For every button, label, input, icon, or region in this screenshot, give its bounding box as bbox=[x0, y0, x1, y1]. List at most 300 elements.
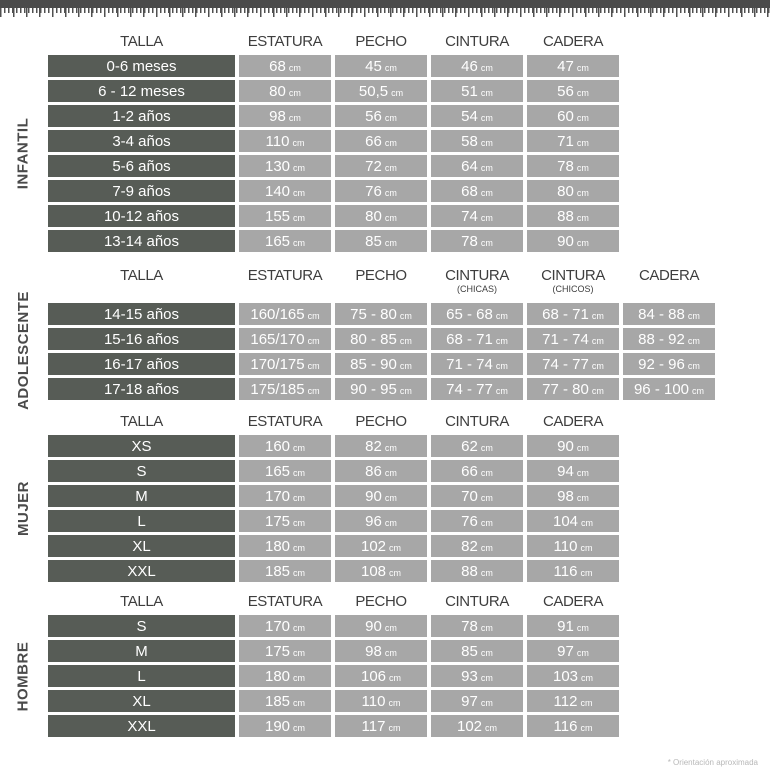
measurement-value: 93 bbox=[461, 667, 478, 685]
measurement-value: 106 bbox=[360, 667, 387, 685]
measurement-unit: cm bbox=[576, 623, 589, 633]
measurement-value: 78 bbox=[461, 617, 478, 635]
measurement-unit: cm bbox=[687, 336, 700, 346]
mujer-header-row bbox=[48, 410, 770, 432]
measurement-unit: cm bbox=[288, 88, 301, 98]
measurement-unit: cm bbox=[485, 723, 498, 733]
column-header-talla bbox=[48, 410, 235, 432]
measurement-cell bbox=[335, 353, 427, 375]
measurement-value: 165 bbox=[264, 232, 291, 250]
measurement-value: 90 - 95 bbox=[350, 380, 397, 398]
measurement-value: 80 - 85 bbox=[350, 330, 397, 348]
measurement-value: 98 bbox=[365, 642, 382, 660]
measurement-cell bbox=[527, 560, 619, 582]
size-cell: M bbox=[48, 640, 235, 662]
measurement-value: 88 bbox=[557, 207, 574, 225]
measurement-cell bbox=[527, 690, 619, 712]
measurement-cell bbox=[431, 230, 523, 252]
measurement-value: 110 bbox=[265, 132, 290, 150]
measurement-value: 91 bbox=[557, 617, 574, 635]
size-cell: 0-6 meses bbox=[48, 55, 235, 77]
measurement-value: 68 - 71 bbox=[542, 305, 589, 323]
measurement-unit: cm bbox=[384, 443, 397, 453]
measurement-unit: cm bbox=[288, 63, 301, 73]
measurement-value: 97 bbox=[461, 692, 478, 710]
measurement-value: 90 bbox=[557, 232, 574, 250]
measurement-unit: cm bbox=[293, 568, 306, 578]
measurement-cell bbox=[431, 510, 523, 532]
measurement-value: 110 bbox=[553, 537, 578, 555]
column-header-cadera bbox=[623, 264, 715, 300]
column-header-label: TALLA bbox=[120, 592, 163, 610]
measurement-value: 50,5 bbox=[358, 82, 389, 100]
measurement-value: 68 - 71 bbox=[446, 330, 493, 348]
measurement-unit: cm bbox=[391, 88, 404, 98]
section-label-mujer bbox=[0, 435, 46, 582]
measurement-cell bbox=[239, 640, 331, 662]
measurement-value: 88 bbox=[461, 562, 478, 580]
measurement-cell bbox=[431, 615, 523, 637]
measurement-unit: cm bbox=[576, 138, 589, 148]
footnote: * Orientación aproximada bbox=[667, 758, 758, 767]
measurement-unit: cm bbox=[293, 443, 306, 453]
measurement-cell bbox=[527, 460, 619, 482]
measurement-unit: cm bbox=[307, 386, 320, 396]
measurement-value: 96 bbox=[365, 512, 382, 530]
measurement-unit: cm bbox=[384, 468, 397, 478]
measurement-value: 84 - 88 bbox=[638, 305, 685, 323]
column-header-label: CADERA bbox=[542, 412, 604, 430]
size-cell: 5-6 años bbox=[48, 155, 235, 177]
measurement-value: 116 bbox=[553, 717, 578, 735]
column-header-label: CINTURA bbox=[445, 267, 509, 284]
column-header-label: CADERA bbox=[542, 592, 604, 610]
measurement-cell bbox=[239, 180, 331, 202]
measurement-unit: cm bbox=[480, 113, 493, 123]
measurement-value: 190 bbox=[264, 717, 291, 735]
measurement-unit: cm bbox=[293, 698, 306, 708]
measurement-value: 98 bbox=[269, 107, 286, 125]
measurement-value: 85 bbox=[461, 642, 478, 660]
measurement-value: 88 - 92 bbox=[638, 330, 685, 348]
size-cell: 7-9 años bbox=[48, 180, 235, 202]
measurement-unit: cm bbox=[591, 386, 604, 396]
column-header-pecho bbox=[335, 410, 427, 432]
measurement-value: 103 bbox=[552, 667, 579, 685]
measurement-value: 170/175 bbox=[250, 355, 305, 373]
column-header-label: CADERA bbox=[542, 32, 604, 50]
measurement-value: 58 bbox=[461, 132, 478, 150]
measurement-cell bbox=[431, 155, 523, 177]
measurement-unit: cm bbox=[293, 493, 306, 503]
measurement-value: 51 bbox=[461, 82, 478, 100]
measurement-cell bbox=[527, 105, 619, 127]
measurement-cell bbox=[527, 80, 619, 102]
measurement-value: 54 bbox=[461, 107, 478, 125]
measurement-value: 56 bbox=[365, 107, 382, 125]
column-header-pecho bbox=[335, 30, 427, 52]
measurement-cell bbox=[527, 180, 619, 202]
measurement-cell bbox=[239, 205, 331, 227]
column-header-cintura-chicos bbox=[527, 264, 619, 300]
section-label-text: MUJER bbox=[14, 480, 32, 537]
section-adolescente bbox=[0, 264, 770, 410]
measurement-cell bbox=[239, 353, 331, 375]
measurement-unit: cm bbox=[480, 493, 493, 503]
section-infantil bbox=[0, 30, 770, 252]
measurement-value: 45 bbox=[365, 57, 382, 75]
measurement-unit: cm bbox=[293, 648, 306, 658]
measurement-value: 78 bbox=[557, 157, 574, 175]
measurement-value: 85 bbox=[365, 232, 382, 250]
measurement-unit: cm bbox=[384, 493, 397, 503]
measurement-unit: cm bbox=[288, 113, 301, 123]
measurement-value: 64 bbox=[461, 157, 478, 175]
measurement-unit: cm bbox=[591, 311, 604, 321]
size-cell: 1-2 años bbox=[48, 105, 235, 127]
measurement-cell bbox=[335, 130, 427, 152]
measurement-value: 180 bbox=[264, 537, 291, 555]
measurement-unit: cm bbox=[307, 361, 320, 371]
measurement-value: 76 bbox=[365, 182, 382, 200]
section-label-text: INFANTIL bbox=[14, 117, 32, 190]
measurement-value: 175/185 bbox=[250, 380, 305, 398]
adolescente-header-row bbox=[48, 264, 770, 300]
measurement-cell bbox=[527, 665, 619, 687]
measurement-value: 104 bbox=[552, 512, 579, 530]
measurement-cell bbox=[431, 105, 523, 127]
column-header-label: CINTURA bbox=[445, 412, 509, 430]
column-header-cintura-chicas bbox=[431, 264, 523, 300]
column-header-sublabel: (CHICOS) bbox=[552, 284, 594, 294]
measurement-unit: cm bbox=[580, 568, 593, 578]
measurement-unit: cm bbox=[581, 673, 594, 683]
section-label-text: HOMBRE bbox=[14, 641, 32, 711]
measurement-unit: cm bbox=[576, 63, 589, 73]
measurement-unit: cm bbox=[384, 188, 397, 198]
measurement-value: 108 bbox=[360, 562, 387, 580]
measurement-cell bbox=[239, 715, 331, 737]
measurement-value: 68 bbox=[461, 182, 478, 200]
size-cell: S bbox=[48, 460, 235, 482]
measurement-value: 94 bbox=[557, 462, 574, 480]
column-header-label: ESTATURA bbox=[247, 592, 323, 610]
measurement-value: 80 bbox=[269, 82, 286, 100]
measurement-cell bbox=[623, 303, 715, 325]
size-cell: L bbox=[48, 510, 235, 532]
measurement-unit: cm bbox=[576, 648, 589, 658]
measurement-unit: cm bbox=[495, 311, 508, 321]
measurement-unit: cm bbox=[580, 698, 593, 708]
measurement-value: 185 bbox=[264, 562, 291, 580]
hombre-header-row bbox=[48, 590, 770, 612]
measurement-cell bbox=[335, 328, 427, 350]
measurement-unit: cm bbox=[384, 623, 397, 633]
measurement-cell bbox=[239, 560, 331, 582]
column-header-estatura bbox=[239, 590, 331, 612]
size-cell: XS bbox=[48, 435, 235, 457]
measurement-cell bbox=[431, 378, 523, 400]
measurement-unit: cm bbox=[576, 443, 589, 453]
size-cell: 14-15 años bbox=[48, 303, 235, 325]
column-header-label: TALLA bbox=[120, 267, 163, 284]
measurement-value: 116 bbox=[553, 562, 578, 580]
measurement-value: 97 bbox=[557, 642, 574, 660]
column-header-cintura bbox=[431, 590, 523, 612]
column-header-label: PECHO bbox=[355, 592, 407, 610]
measurement-cell bbox=[335, 690, 427, 712]
measurement-cell bbox=[431, 640, 523, 662]
measurement-value: 180 bbox=[264, 667, 291, 685]
measurement-cell bbox=[239, 535, 331, 557]
measurement-unit: cm bbox=[384, 648, 397, 658]
measurement-cell bbox=[623, 353, 715, 375]
measurement-unit: cm bbox=[480, 623, 493, 633]
measurement-cell bbox=[527, 535, 619, 557]
measurement-cell bbox=[527, 485, 619, 507]
measurement-unit: cm bbox=[480, 648, 493, 658]
measurement-unit: cm bbox=[292, 138, 305, 148]
measurement-cell bbox=[527, 55, 619, 77]
measurement-cell bbox=[527, 715, 619, 737]
measurement-cell bbox=[335, 715, 427, 737]
measurement-value: 82 bbox=[461, 537, 478, 555]
measurement-value: 70 bbox=[461, 487, 478, 505]
column-header-label: ESTATURA bbox=[247, 267, 323, 284]
measurement-cell bbox=[239, 665, 331, 687]
measurement-cell bbox=[239, 328, 331, 350]
hombre-rows bbox=[48, 615, 770, 737]
measurement-value: 160/165 bbox=[250, 305, 305, 323]
column-header-label: PECHO bbox=[355, 412, 407, 430]
measurement-unit: cm bbox=[576, 88, 589, 98]
size-cell: M bbox=[48, 485, 235, 507]
measurement-cell bbox=[239, 230, 331, 252]
measurement-unit: cm bbox=[399, 386, 412, 396]
measurement-value: 46 bbox=[461, 57, 478, 75]
measurement-value: 56 bbox=[557, 82, 574, 100]
measurement-unit: cm bbox=[480, 518, 493, 528]
measurement-cell bbox=[335, 378, 427, 400]
section-label-infantil bbox=[0, 55, 46, 252]
measurement-value: 74 - 77 bbox=[542, 355, 589, 373]
measurement-cell bbox=[431, 353, 523, 375]
section-label-hombre bbox=[0, 615, 46, 737]
measurement-value: 74 bbox=[461, 207, 478, 225]
measurement-unit: cm bbox=[480, 63, 493, 73]
measurement-unit: cm bbox=[293, 543, 306, 553]
section-label-text: ADOLESCENTE bbox=[14, 290, 32, 410]
measurement-cell bbox=[431, 485, 523, 507]
measurement-cell bbox=[335, 180, 427, 202]
size-cell: 17-18 años bbox=[48, 378, 235, 400]
measurement-value: 77 - 80 bbox=[542, 380, 589, 398]
column-header-pecho bbox=[335, 590, 427, 612]
measurement-unit: cm bbox=[591, 336, 604, 346]
measurement-unit: cm bbox=[293, 188, 306, 198]
measurement-cell bbox=[431, 665, 523, 687]
measurement-value: 65 - 68 bbox=[446, 305, 493, 323]
measurement-cell bbox=[239, 435, 331, 457]
size-cell: 6 - 12 meses bbox=[48, 80, 235, 102]
column-header-label: PECHO bbox=[355, 32, 407, 50]
measurement-unit: cm bbox=[576, 113, 589, 123]
measurement-cell bbox=[527, 303, 619, 325]
measurement-value: 68 bbox=[269, 57, 286, 75]
column-header-pecho bbox=[335, 264, 427, 300]
measurement-value: 85 - 90 bbox=[350, 355, 397, 373]
section-mujer bbox=[0, 410, 770, 582]
measurement-unit: cm bbox=[399, 336, 412, 346]
measurement-unit: cm bbox=[384, 213, 397, 223]
column-header-label: PECHO bbox=[355, 267, 407, 284]
measurement-cell bbox=[335, 55, 427, 77]
measurement-cell bbox=[623, 378, 715, 400]
measurement-unit: cm bbox=[307, 336, 320, 346]
measurement-value: 117 bbox=[361, 717, 386, 735]
measurement-cell bbox=[335, 615, 427, 637]
measurement-cell bbox=[239, 378, 331, 400]
measurement-cell bbox=[431, 205, 523, 227]
measurement-unit: cm bbox=[293, 673, 306, 683]
measurement-unit: cm bbox=[293, 518, 306, 528]
column-header-sublabel: (CHICAS) bbox=[457, 284, 497, 294]
measurement-value: 90 bbox=[365, 617, 382, 635]
measurement-cell bbox=[335, 560, 427, 582]
measurement-unit: cm bbox=[495, 386, 508, 396]
measurement-cell bbox=[239, 55, 331, 77]
measurement-cell bbox=[239, 485, 331, 507]
ruler-ticks-short bbox=[0, 8, 770, 13]
measurement-cell bbox=[239, 510, 331, 532]
measurement-value: 90 bbox=[365, 487, 382, 505]
measurement-unit: cm bbox=[580, 723, 593, 733]
measurement-unit: cm bbox=[480, 88, 493, 98]
measurement-cell bbox=[239, 303, 331, 325]
measurement-cell bbox=[335, 485, 427, 507]
size-cell: 16-17 años bbox=[48, 353, 235, 375]
measurement-cell bbox=[239, 80, 331, 102]
measurement-unit: cm bbox=[480, 673, 493, 683]
measurement-value: 96 - 100 bbox=[633, 380, 690, 398]
measurement-cell bbox=[335, 80, 427, 102]
measurement-cell bbox=[239, 690, 331, 712]
measurement-value: 71 bbox=[557, 132, 574, 150]
measurement-cell bbox=[335, 640, 427, 662]
size-cell: 3-4 años bbox=[48, 130, 235, 152]
measurement-cell bbox=[239, 105, 331, 127]
measurement-unit: cm bbox=[293, 213, 306, 223]
measurement-unit: cm bbox=[384, 138, 397, 148]
measurement-cell bbox=[527, 205, 619, 227]
column-header-estatura bbox=[239, 264, 331, 300]
column-header-cadera bbox=[527, 590, 619, 612]
ruler-bar bbox=[0, 0, 770, 8]
measurement-cell bbox=[431, 55, 523, 77]
measurement-unit: cm bbox=[495, 361, 508, 371]
measurement-value: 66 bbox=[365, 132, 382, 150]
measurement-cell bbox=[335, 535, 427, 557]
measurement-value: 72 bbox=[365, 157, 382, 175]
measurement-unit: cm bbox=[384, 518, 397, 528]
measurement-unit: cm bbox=[389, 673, 402, 683]
measurement-value: 170 bbox=[264, 487, 291, 505]
measurement-cell bbox=[335, 155, 427, 177]
measurement-unit: cm bbox=[580, 543, 593, 553]
measurement-unit: cm bbox=[293, 468, 306, 478]
size-cell: S bbox=[48, 615, 235, 637]
mujer-rows bbox=[48, 435, 770, 582]
measurement-cell bbox=[335, 665, 427, 687]
measurement-cell bbox=[239, 460, 331, 482]
size-cell: L bbox=[48, 665, 235, 687]
measurement-unit: cm bbox=[389, 543, 402, 553]
size-cell: XXL bbox=[48, 560, 235, 582]
measurement-value: 60 bbox=[557, 107, 574, 125]
size-cell: 15-16 años bbox=[48, 328, 235, 350]
measurement-value: 80 bbox=[557, 182, 574, 200]
measurement-value: 170 bbox=[264, 617, 291, 635]
measurement-cell bbox=[431, 535, 523, 557]
infantil-rows bbox=[48, 55, 770, 252]
measurement-unit: cm bbox=[576, 238, 589, 248]
measuring-tape-ruler bbox=[0, 0, 770, 20]
measurement-value: 110 bbox=[361, 692, 386, 710]
size-cell: XL bbox=[48, 535, 235, 557]
measurement-unit: cm bbox=[687, 361, 700, 371]
measurement-unit: cm bbox=[399, 361, 412, 371]
measurement-unit: cm bbox=[384, 63, 397, 73]
measurement-cell bbox=[527, 615, 619, 637]
measurement-value: 75 - 80 bbox=[350, 305, 397, 323]
size-cell: XL bbox=[48, 690, 235, 712]
measurement-unit: cm bbox=[293, 163, 306, 173]
measurement-cell bbox=[527, 353, 619, 375]
measurement-value: 130 bbox=[264, 157, 291, 175]
measurement-value: 76 bbox=[461, 512, 478, 530]
column-header-label: CADERA bbox=[638, 267, 700, 284]
measurement-value: 82 bbox=[365, 437, 382, 455]
measurement-cell bbox=[431, 80, 523, 102]
measurement-unit: cm bbox=[307, 311, 320, 321]
size-cell: XXL bbox=[48, 715, 235, 737]
measurement-value: 102 bbox=[456, 717, 483, 735]
column-header-talla bbox=[48, 30, 235, 52]
measurement-cell bbox=[527, 378, 619, 400]
measurement-unit: cm bbox=[480, 138, 493, 148]
measurement-unit: cm bbox=[399, 311, 412, 321]
column-header-talla bbox=[48, 264, 235, 300]
measurement-unit: cm bbox=[581, 518, 594, 528]
measurement-cell bbox=[239, 615, 331, 637]
measurement-unit: cm bbox=[480, 468, 493, 478]
measurement-value: 165/170 bbox=[250, 330, 305, 348]
measurement-value: 160 bbox=[264, 437, 291, 455]
measurement-cell bbox=[431, 460, 523, 482]
measurement-cell bbox=[335, 105, 427, 127]
measurement-unit: cm bbox=[388, 698, 401, 708]
measurement-cell bbox=[527, 640, 619, 662]
column-header-estatura bbox=[239, 410, 331, 432]
measurement-cell bbox=[527, 130, 619, 152]
measurement-cell bbox=[527, 435, 619, 457]
column-header-talla bbox=[48, 590, 235, 612]
measurement-value: 86 bbox=[365, 462, 382, 480]
measurement-cell bbox=[431, 130, 523, 152]
measurement-cell bbox=[527, 155, 619, 177]
adolescente-rows bbox=[48, 303, 770, 400]
measurement-unit: cm bbox=[480, 163, 493, 173]
